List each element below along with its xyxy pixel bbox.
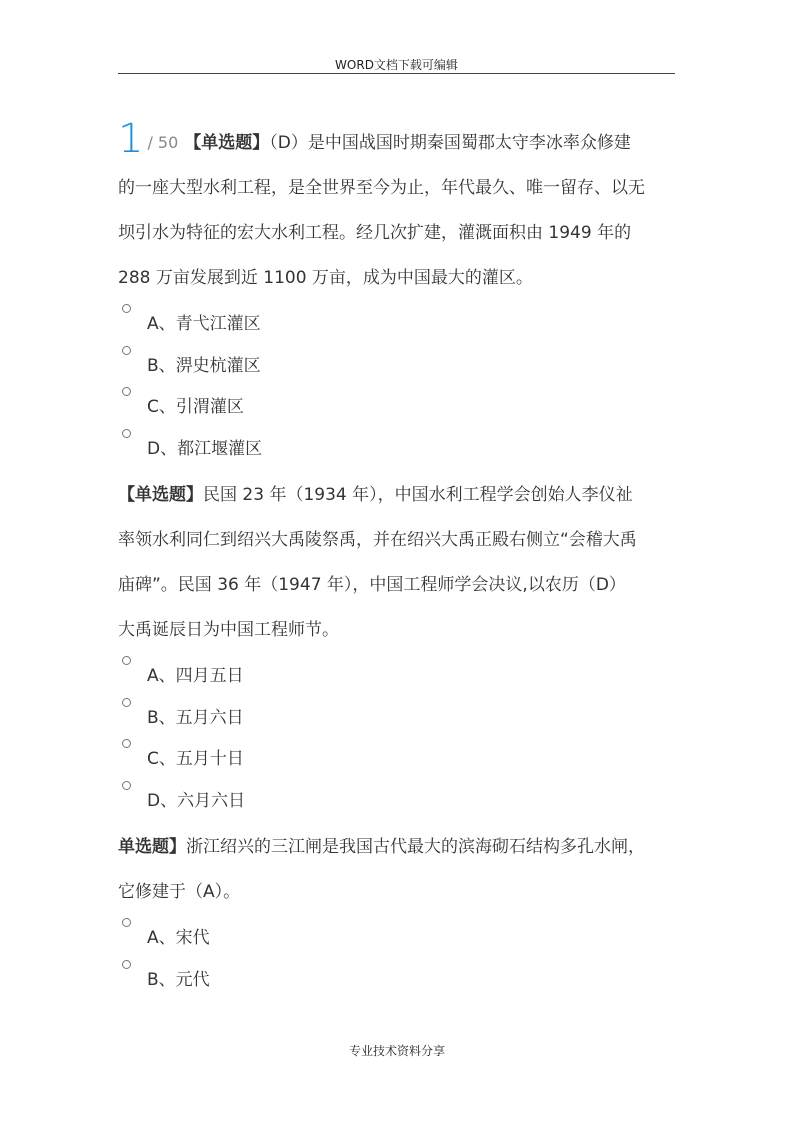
radio-icon[interactable]	[122, 698, 131, 707]
radio-icon[interactable]	[122, 918, 131, 927]
question-total: / 50	[147, 133, 179, 152]
radio-icon[interactable]	[122, 960, 131, 969]
radio-icon[interactable]	[122, 781, 131, 790]
option-label: B、淠史杭灌区	[147, 355, 261, 376]
radio-icon[interactable]	[122, 429, 131, 438]
question-text-line: 的一座大型水利工程，是全世界至今为止，年代最久、唯一留存、以无	[118, 178, 645, 198]
question-text-line	[118, 473, 678, 518]
question-type-tag: 单选题】	[118, 837, 186, 857]
option-a[interactable]	[118, 653, 678, 695]
option-label: C、引渭灌区	[147, 397, 244, 418]
option-label: D、六月六日	[147, 790, 246, 811]
header-rule	[118, 73, 675, 74]
options-list	[118, 915, 678, 998]
option-label: C、五月十日	[147, 749, 244, 770]
option-label: B、元代	[147, 969, 210, 990]
question-text-line: 288 万亩发展到近 1100 万亩，成为中国最大的灌区。	[118, 268, 533, 288]
question-text-line: 坝引水为特征的宏大水利工程。经几次扩建，灌溉面积由 1949 年的	[118, 223, 632, 243]
question-text-line: 大禹诞辰日为中国工程师节。	[118, 620, 339, 640]
option-a[interactable]	[118, 915, 678, 957]
radio-icon[interactable]	[122, 304, 131, 313]
options-list	[118, 301, 678, 467]
question-number: 1	[118, 116, 144, 162]
question-text: 浙江绍兴的三江闸是我国古代最大的滨海砌石结构多孔水闸，	[186, 837, 645, 857]
radio-icon[interactable]	[122, 346, 131, 355]
radio-icon[interactable]	[122, 387, 131, 396]
question-1-first-line	[118, 112, 678, 166]
option-label: D、都江堰灌区	[147, 438, 263, 459]
option-b[interactable]	[118, 343, 678, 385]
question-text-line: （D）是中国战国时期秦国蜀郡太守李冰率众修建	[269, 133, 631, 153]
page-header: WORD文档下载可编辑	[335, 58, 458, 72]
question-text: 民国 23 年（1934 年），中国水利工程学会创始人李仪祉	[203, 485, 633, 505]
options-list	[118, 653, 678, 819]
page-footer: 专业技术资料分享	[348, 1044, 445, 1058]
option-b[interactable]	[118, 695, 678, 737]
option-d[interactable]	[118, 778, 678, 820]
option-label: B、五月六日	[147, 707, 244, 728]
option-label: A、宋代	[147, 928, 210, 949]
option-label: A、青弋江灌区	[147, 314, 261, 335]
question-3	[118, 825, 678, 998]
option-c[interactable]	[118, 736, 678, 778]
option-label: A、四月五日	[147, 666, 244, 687]
question-text-line: 它修建于（A）。	[118, 882, 241, 902]
question-text-line: 率领水利同仁到绍兴大禹陵祭禹，并在绍兴大禹正殿右侧立“会稽大禹	[118, 530, 637, 550]
option-d[interactable]	[118, 426, 678, 468]
option-a[interactable]	[118, 301, 678, 343]
question-text-line: 庙碑”。民国 36 年（1947 年），中国工程师学会决议,以农历（D）	[118, 575, 626, 595]
option-b[interactable]	[118, 957, 678, 999]
document-body	[118, 112, 678, 1004]
radio-icon[interactable]	[122, 656, 131, 665]
question-type-tag: 【单选题】	[184, 133, 270, 153]
question-2	[118, 473, 678, 819]
radio-icon[interactable]	[122, 739, 131, 748]
option-c[interactable]	[118, 384, 678, 426]
question-text-line	[118, 825, 678, 870]
question-type-tag: 【单选题】	[118, 485, 203, 505]
question-1	[118, 112, 678, 467]
